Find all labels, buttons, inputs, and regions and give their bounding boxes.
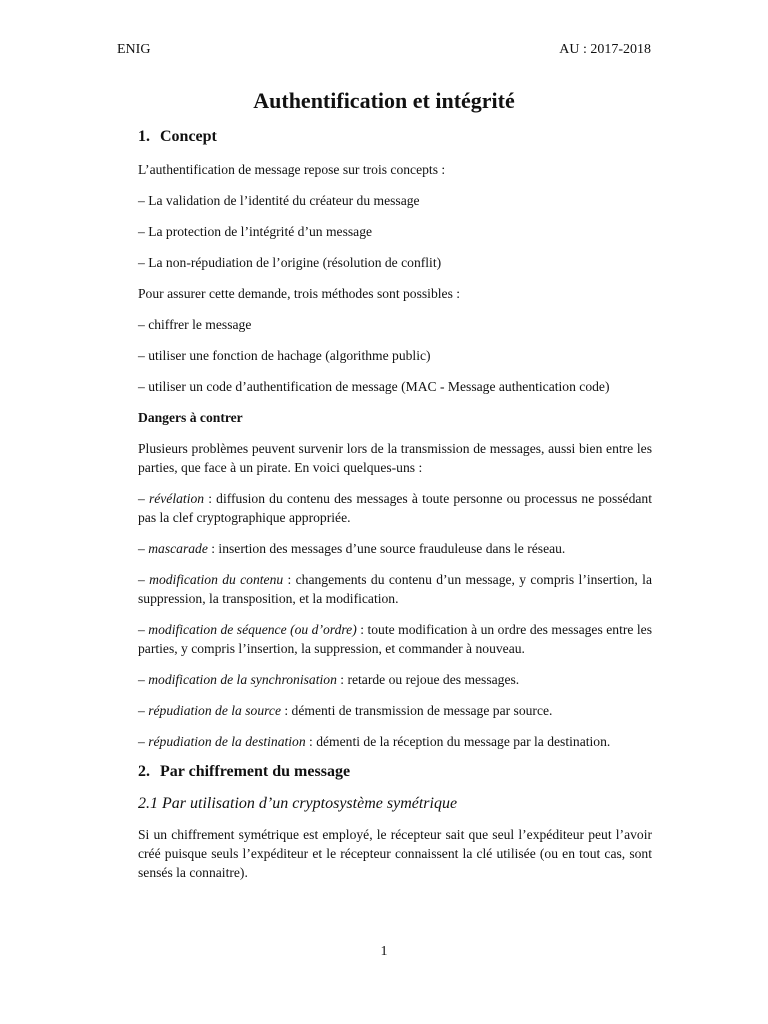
- danger-term: révélation: [148, 491, 205, 506]
- method-item: – utiliser une fonction de hachage (algorithme public): [138, 348, 431, 363]
- danger-term: répudiation de la source: [148, 703, 281, 718]
- section-2-title: Par chiffrement du message: [160, 763, 351, 780]
- danger-description: : changements du contenu d’un message, y compris l’insertion, la suppression, la transposition, et la modification.: [138, 572, 652, 606]
- danger-item: – répudiation de la destination : démenti de la réception du message par la destination.: [138, 734, 611, 749]
- section-2-heading: [138, 763, 652, 781]
- danger-term: mascarade: [148, 541, 208, 556]
- concept-item: – La non-répudiation de l’origine (résolution de conflit): [138, 255, 442, 270]
- danger-term: modification de séquence (ou d’ordre): [148, 622, 357, 637]
- danger-item: – répudiation de la source : démenti de transmission de message par source.: [138, 703, 553, 718]
- danger-description: : démenti de la réception du message par la destination.: [305, 734, 611, 749]
- danger-item: – modification de séquence (ou d’ordre) : toute modification à un ordre des messages entre les parties, y compris l’insertion, la suppression, et commander à nouveau.: [138, 622, 652, 656]
- header-institution: ENIG: [117, 42, 151, 57]
- danger-description: : diffusion du contenu des messages à toute personne ou processus ne possédant pas la clef cryptographique appropriée.: [138, 491, 652, 525]
- section-1-title: Concept: [160, 128, 217, 145]
- section-2-paragraph: Si un chiffrement symétrique est employé, le récepteur sait que seul l’expéditeur peut l’avoir créé puisque seuls l’expéditeur et le récepteur connaissent la clé utilisée (ou en tout cas, sont sensés la connaitre).: [138, 827, 652, 880]
- document-body: [138, 128, 652, 894]
- methods-intro: Pour assurer cette demande, trois méthodes sont possibles :: [138, 286, 461, 301]
- subsection-2-1-heading: 2.1 Par utilisation d’un cryptosystème symétrique: [138, 795, 458, 812]
- danger-description: : insertion des messages d’une source frauduleuse dans le réseau.: [207, 541, 566, 556]
- header-academic-year: AU : 2017-2018: [559, 42, 651, 57]
- concept-item: – La protection de l’intégrité d’un message: [138, 224, 373, 239]
- danger-description: : retarde ou rejoue des messages.: [336, 672, 520, 687]
- method-item: – chiffrer le message: [138, 317, 252, 332]
- danger-item: – modification du contenu : changements du contenu d’un message, y compris l’insertion, la suppression, la transposition, et la modification.: [138, 572, 652, 606]
- danger-item: – modification de la synchronisation : retarde ou rejoue des messages.: [138, 672, 520, 687]
- danger-description: : toute modification à un ordre des messages entre les parties, y compris l’insertion, la suppression, et commander à nouveau.: [138, 622, 652, 656]
- danger-item: – mascarade : insertion des messages d’une source frauduleuse dans le réseau.: [138, 541, 566, 556]
- page-number: 1: [380, 944, 388, 959]
- section-1-heading: [138, 128, 652, 146]
- document-title: Authentification et intégrité: [253, 88, 515, 113]
- dangers-intro: Plusieurs problèmes peuvent survenir lors de la transmission de messages, aussi bien entre les parties, que face à un pirate. En voici quelques-uns :: [138, 441, 652, 475]
- dangers-heading: Dangers à contrer: [138, 410, 243, 425]
- concept-intro: L’authentification de message repose sur trois concepts :: [138, 162, 446, 177]
- danger-description: : démenti de transmission de message par source.: [280, 703, 553, 718]
- section-1-number: 1.: [138, 128, 150, 145]
- method-item: – utiliser un code d’authentification de message (MAC - Message authentication code): [138, 379, 610, 394]
- concept-item: – La validation de l’identité du créateur du message: [138, 193, 420, 208]
- danger-term: modification du contenu: [149, 572, 284, 587]
- section-2-number: 2.: [138, 763, 150, 780]
- danger-term: répudiation de la destination: [148, 734, 306, 749]
- danger-item: – révélation : diffusion du contenu des messages à toute personne ou processus ne possédant pas la clef cryptographique appropriée.: [138, 491, 652, 525]
- danger-term: modification de la synchronisation: [148, 672, 337, 687]
